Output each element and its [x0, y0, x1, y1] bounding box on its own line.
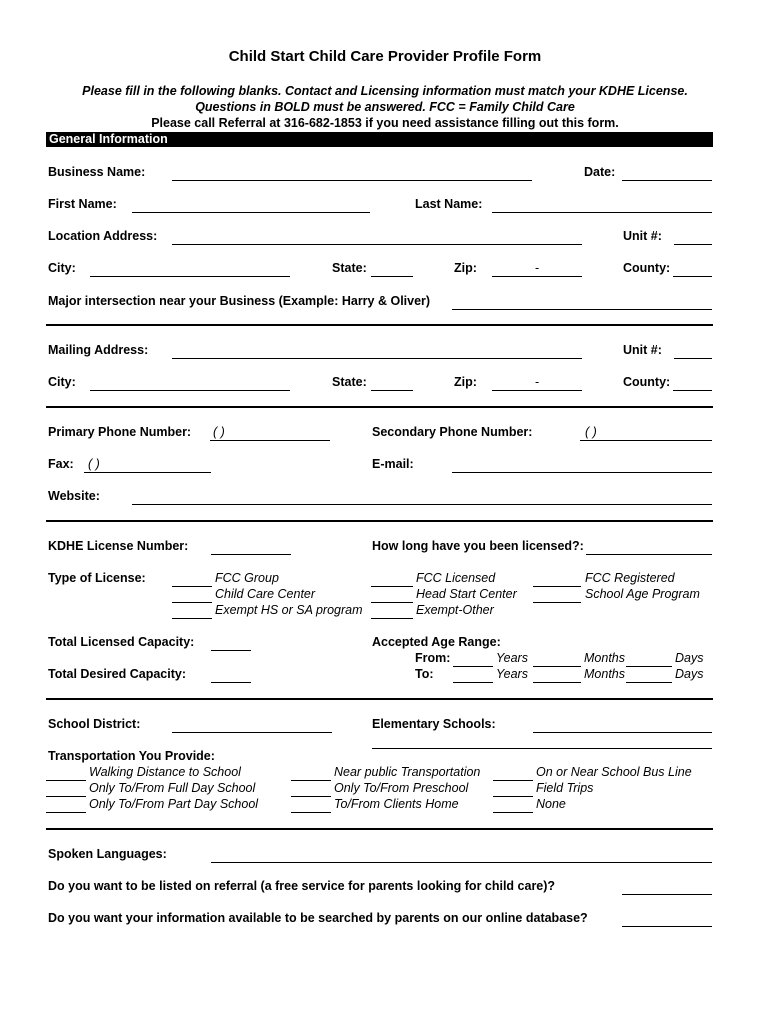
- referral-answer-field[interactable]: [622, 894, 712, 895]
- license-checkbox[interactable]: [533, 586, 581, 587]
- spoken-languages-field[interactable]: [211, 862, 712, 863]
- date-field[interactable]: [622, 180, 712, 181]
- last-name-label: Last Name:: [415, 197, 483, 211]
- mailing-address-label: Mailing Address:: [48, 343, 149, 357]
- divider: [46, 520, 713, 522]
- mailing-address-field[interactable]: [172, 358, 582, 359]
- transport-option: Only To/From Part Day School: [89, 797, 259, 811]
- elementary-schools-field[interactable]: [533, 732, 712, 733]
- mailing-zip-field[interactable]: [492, 390, 582, 391]
- referral-question: Do you want to be listed on referral (a free service for parents looking for child care)?: [48, 879, 556, 893]
- mailing-zip-dash: -: [535, 375, 540, 389]
- type-of-license-label: Type of License:: [48, 571, 146, 585]
- months-label: Months: [584, 651, 625, 665]
- intro-line-3: Please call Referral at 316-682-1853 if you need assistance filling out this form.: [151, 116, 619, 130]
- major-intersection-field[interactable]: [452, 309, 712, 310]
- license-option: FCC Licensed: [416, 571, 496, 585]
- website-label: Website:: [48, 489, 100, 503]
- transport-checkbox[interactable]: [46, 812, 86, 813]
- transport-option: Near public Transportation: [334, 765, 481, 779]
- unit-field[interactable]: [674, 244, 712, 245]
- transport-checkbox[interactable]: [291, 812, 331, 813]
- how-long-licensed-field[interactable]: [586, 554, 712, 555]
- total-licensed-capacity-label: Total Licensed Capacity:: [48, 635, 195, 649]
- days-label: Days: [675, 667, 704, 681]
- license-option: Exempt HS or SA program: [215, 603, 363, 617]
- license-checkbox[interactable]: [371, 602, 413, 603]
- divider: [46, 828, 713, 830]
- website-field[interactable]: [132, 504, 712, 505]
- age-to-days-field[interactable]: [626, 682, 672, 683]
- elementary-schools-label: Elementary Schools:: [372, 717, 496, 731]
- intro-line-1: Please fill in the following blanks. Contact and Licensing information must match your KDHE License.: [82, 84, 688, 98]
- license-checkbox[interactable]: [172, 602, 212, 603]
- mailing-state-label: State:: [332, 375, 367, 389]
- fax-field[interactable]: [84, 472, 211, 473]
- license-checkbox[interactable]: [172, 618, 212, 619]
- how-long-licensed-label: How long have you been licensed?:: [372, 539, 584, 553]
- state-label: State:: [332, 261, 367, 275]
- license-checkbox[interactable]: [371, 586, 413, 587]
- license-option: Child Care Center: [215, 587, 316, 601]
- mailing-state-field[interactable]: [371, 390, 413, 391]
- city-field[interactable]: [90, 276, 290, 277]
- transportation-label: Transportation You Provide:: [48, 749, 215, 763]
- section-header: [46, 132, 713, 147]
- license-option: Exempt-Other: [416, 603, 494, 617]
- age-from-label: From:: [415, 651, 451, 665]
- last-name-field[interactable]: [492, 212, 712, 213]
- license-checkbox[interactable]: [371, 618, 413, 619]
- months-label: Months: [584, 667, 625, 681]
- database-question: Do you want your information available to be searched by parents on our online database?: [48, 911, 588, 925]
- primary-phone-paren: ( ): [213, 425, 225, 439]
- spoken-languages-label: Spoken Languages:: [48, 847, 167, 861]
- business-name-label: Business Name:: [48, 165, 146, 179]
- zip-label: Zip:: [454, 261, 477, 275]
- zip-dash: -: [535, 261, 540, 275]
- county-field[interactable]: [673, 276, 712, 277]
- first-name-field[interactable]: [132, 212, 370, 213]
- business-name-field[interactable]: [172, 180, 532, 181]
- transport-checkbox[interactable]: [493, 812, 533, 813]
- total-licensed-capacity-field[interactable]: [211, 650, 251, 651]
- intro-line-2: Questions in BOLD must be answered. FCC = Family Child Care: [195, 100, 575, 114]
- kdhe-license-field[interactable]: [211, 554, 291, 555]
- state-field[interactable]: [371, 276, 413, 277]
- page-title: Child Start Child Care Provider Profile Form: [228, 48, 542, 65]
- primary-phone-field[interactable]: [210, 440, 330, 441]
- license-checkbox[interactable]: [533, 602, 581, 603]
- transport-checkbox[interactable]: [46, 780, 86, 781]
- age-to-months-field[interactable]: [533, 682, 581, 683]
- transport-option: Only To/From Preschool: [334, 781, 469, 795]
- transport-option: None: [536, 797, 566, 811]
- mailing-city-label: City:: [48, 375, 76, 389]
- location-address-label: Location Address:: [48, 229, 158, 243]
- years-label: Years: [496, 667, 528, 681]
- age-from-days-field[interactable]: [626, 666, 672, 667]
- mailing-zip-label: Zip:: [454, 375, 477, 389]
- mailing-unit-label: Unit #:: [623, 343, 662, 357]
- email-label: E-mail:: [372, 457, 414, 471]
- mailing-county-field[interactable]: [673, 390, 712, 391]
- age-to-years-field[interactable]: [453, 682, 493, 683]
- database-answer-field[interactable]: [622, 926, 712, 927]
- kdhe-license-label: KDHE License Number:: [48, 539, 189, 553]
- divider: [46, 324, 713, 326]
- total-desired-capacity-label: Total Desired Capacity:: [48, 667, 187, 681]
- zip-field[interactable]: [492, 276, 582, 277]
- fax-label: Fax:: [48, 457, 74, 471]
- major-intersection-label: Major intersection near your Business (Example: Harry & Oliver): [48, 294, 431, 308]
- transport-checkbox[interactable]: [493, 780, 533, 781]
- transport-checkbox[interactable]: [46, 796, 86, 797]
- mailing-unit-field[interactable]: [674, 358, 712, 359]
- transport-option: Field Trips: [536, 781, 594, 795]
- license-option: Head Start Center: [416, 587, 517, 601]
- mailing-city-field[interactable]: [90, 390, 290, 391]
- transport-checkbox[interactable]: [291, 796, 331, 797]
- age-to-label: To:: [415, 667, 434, 681]
- transport-option: Only To/From Full Day School: [89, 781, 256, 795]
- years-label: Years: [496, 651, 528, 665]
- transport-option: On or Near School Bus Line: [536, 765, 692, 779]
- days-label: Days: [675, 651, 704, 665]
- license-option: FCC Registered: [585, 571, 675, 585]
- accepted-age-range-label: Accepted Age Range:: [372, 635, 501, 649]
- mailing-county-label: County:: [623, 375, 671, 389]
- transport-checkbox[interactable]: [291, 780, 331, 781]
- unit-label: Unit #:: [623, 229, 662, 243]
- secondary-phone-field[interactable]: [580, 440, 712, 441]
- license-option: School Age Program: [585, 587, 700, 601]
- secondary-phone-paren: ( ): [585, 425, 597, 439]
- fax-paren: ( ): [88, 457, 100, 471]
- age-from-months-field[interactable]: [533, 666, 581, 667]
- email-field[interactable]: [452, 472, 712, 473]
- divider: [46, 406, 713, 408]
- license-option: FCC Group: [215, 571, 279, 585]
- license-checkbox[interactable]: [172, 586, 212, 587]
- primary-phone-label: Primary Phone Number:: [48, 425, 192, 439]
- first-name-label: First Name:: [48, 197, 117, 211]
- age-from-years-field[interactable]: [453, 666, 493, 667]
- location-address-field[interactable]: [172, 244, 582, 245]
- date-label: Date:: [584, 165, 616, 179]
- elementary-schools-field-2[interactable]: [372, 748, 712, 749]
- school-district-field[interactable]: [172, 732, 332, 733]
- section-header-label: General Information: [49, 132, 168, 146]
- secondary-phone-label: Secondary Phone Number:: [372, 425, 533, 439]
- county-label: County:: [623, 261, 671, 275]
- divider: [46, 698, 713, 700]
- city-label: City:: [48, 261, 76, 275]
- transport-option: To/From Clients Home: [334, 797, 459, 811]
- transport-checkbox[interactable]: [493, 796, 533, 797]
- school-district-label: School District:: [48, 717, 141, 731]
- transport-option: Walking Distance to School: [89, 765, 241, 779]
- total-desired-capacity-field[interactable]: [211, 682, 251, 683]
